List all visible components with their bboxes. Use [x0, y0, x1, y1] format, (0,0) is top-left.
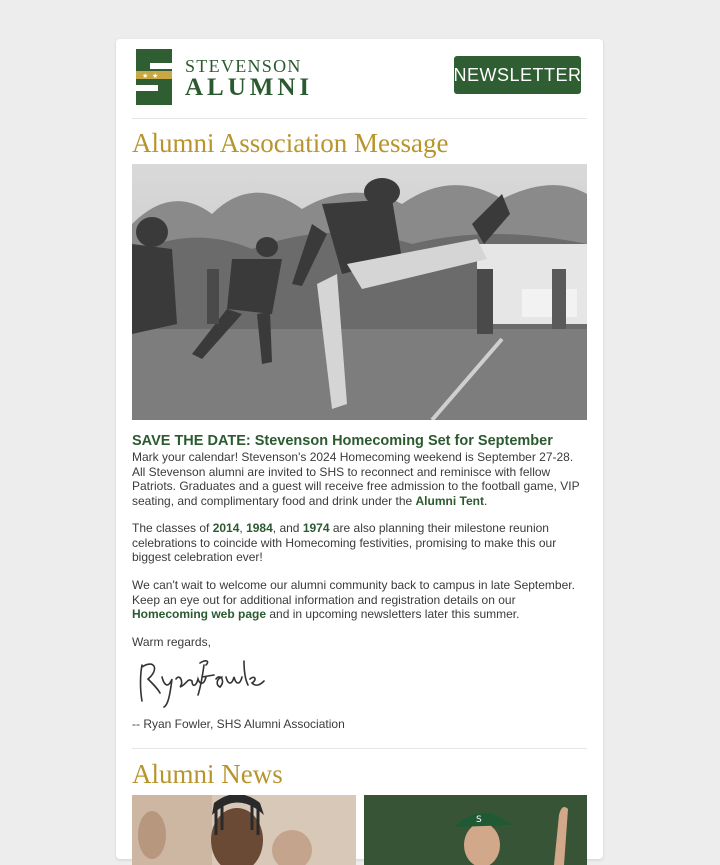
paragraph-2-start: The classes of	[132, 521, 213, 535]
section-title-news: Alumni News	[132, 759, 283, 789]
paragraph-2	[132, 521, 587, 565]
homecoming-football-photo	[132, 164, 587, 420]
svg-text:★: ★	[152, 72, 159, 80]
homecoming-web-page-link[interactable]: Homecoming web page	[132, 607, 267, 621]
signature-image	[136, 655, 266, 711]
paragraph-1	[132, 450, 587, 508]
s-shield-icon	[132, 47, 176, 107]
separator-1: ,	[239, 521, 247, 535]
logo-line-2: ALUMNI	[185, 74, 314, 101]
paragraph-2-end: are also planning their milestone reunion celebrations to coincide with Homecoming festivities, promising to make this our biggest celebration ever!	[132, 521, 557, 564]
alumni-tent-link[interactable]: Alumni Tent	[415, 493, 484, 508]
signoff: -- Ryan Fowler, SHS Alumni Association	[132, 717, 345, 731]
logo-wordmark	[185, 57, 313, 101]
article-headline: SAVE THE DATE: Stevenson Homecoming Set for September	[132, 433, 553, 449]
divider	[132, 748, 587, 749]
separator-2: , and	[272, 521, 303, 535]
class-1984: 1984	[246, 521, 273, 535]
logo-line-1: STEVENSON	[185, 56, 302, 76]
paragraph-3-end: and in upcoming newsletters later this summer.	[266, 607, 520, 621]
news-photo-1[interactable]	[132, 795, 356, 865]
paragraph-3-start: We can't wait to welcome our alumni community back to campus in late September. Keep an eye out for additional information and registration details on our	[132, 578, 575, 607]
stevenson-alumni-logo[interactable]	[132, 47, 314, 107]
closing-line: Warm regards,	[132, 635, 211, 649]
class-1974: 1974	[302, 521, 330, 535]
newsletter-card	[116, 39, 603, 859]
paragraph-1-text: Mark your calendar! Stevenson's 2024 Homecoming weekend is September 27-28. All Stevenson alumni are invited to SHS to reconnect and reminisce with fellow Patriots. Graduates and a guest will receive free admission to the football game, VIP seating, and complimentary food and drink under the	[132, 450, 580, 508]
svg-text:★: ★	[142, 72, 149, 80]
paragraph-1-end: .	[483, 493, 488, 508]
news-photo-2[interactable]	[364, 795, 587, 865]
newsletter-badge[interactable]: NEWSLETTER	[454, 56, 581, 94]
header	[132, 47, 587, 117]
section-title-message: Alumni Association Message	[132, 128, 449, 158]
svg-text:S: S	[476, 815, 482, 825]
class-2014: 2014	[212, 521, 240, 535]
paragraph-3	[132, 578, 587, 622]
divider	[132, 118, 587, 119]
